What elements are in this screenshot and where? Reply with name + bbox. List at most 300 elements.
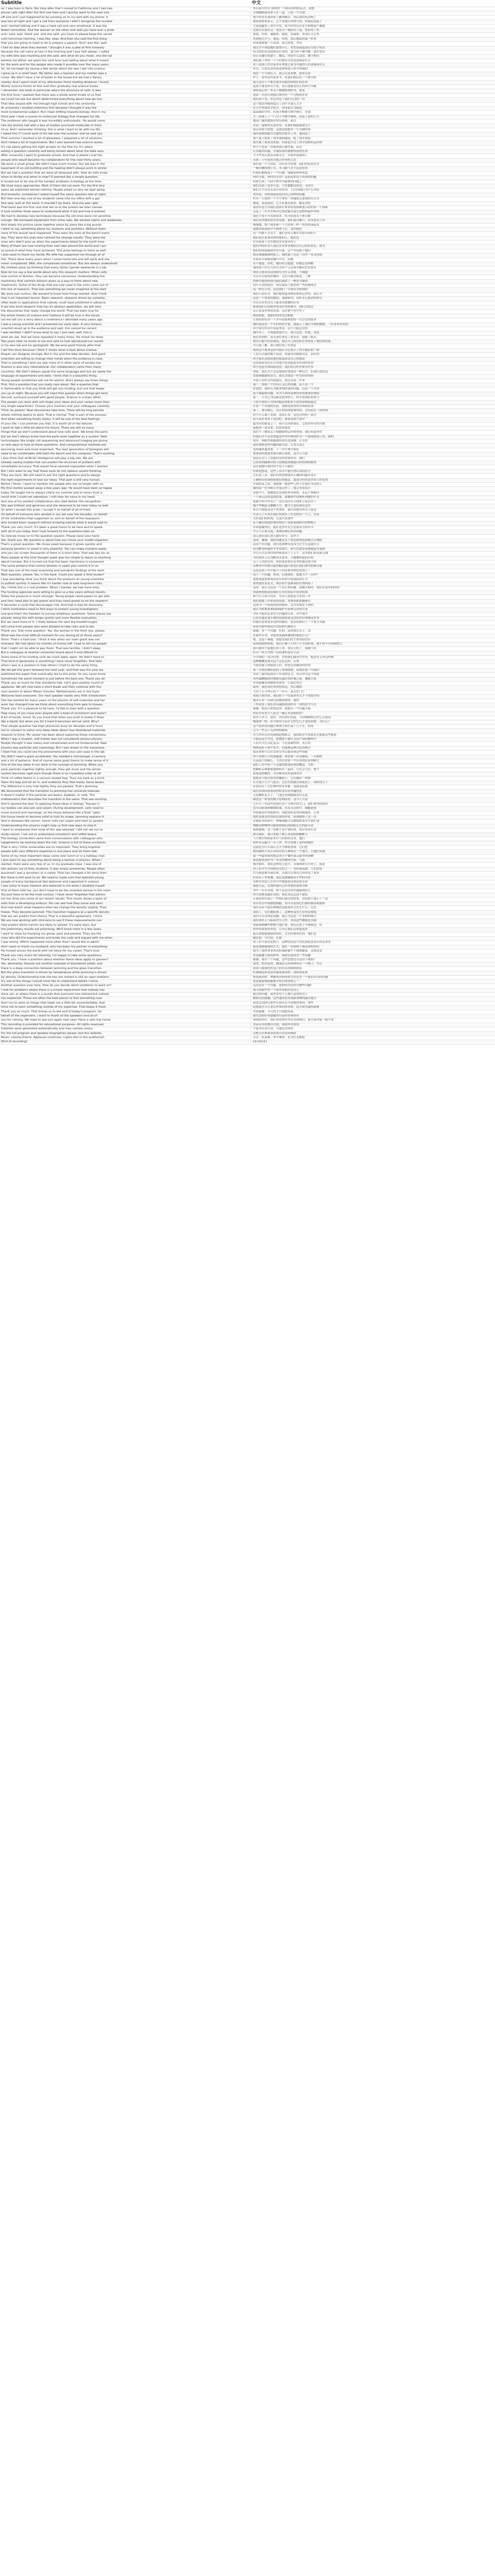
subtitle-english: For the full program and speaker biographies please visit the website. [0, 1032, 251, 1036]
subtitle-row [0, 266, 495, 270]
subtitle-chinese: 如今压力要大得多。年轻人需要论文来找工作 [253, 595, 311, 599]
subtitle-chinese: 我们现在正与临床医生合作，看看这些测量是否能 [253, 919, 317, 923]
column-headers [0, 0, 495, 6]
subtitle-row [0, 465, 495, 469]
subtitle-row [0, 954, 495, 958]
subtitle-english: I remember one book in particular about the structure of cells. It was [0, 89, 251, 93]
subtitle-row [0, 163, 495, 167]
subtitle-chinese: 与你共事的人对你的想法和职业生涯的影响将超过 [253, 400, 317, 404]
subtitle-english: of the institutions that supported us, and on behalf of the taxpayers [0, 517, 251, 521]
subtitle-chinese: 当我有能力帮助别人时，我也尝试做同样的事 [253, 664, 311, 668]
subtitle-row [0, 344, 495, 348]
subtitle-chinese: 与生物学的联系来自与同事的交谈，他们 [253, 837, 305, 840]
subtitle-chinese: 关于人类的东西。但结果证明其基本机制是保守的 [253, 561, 317, 564]
subtitle-row [0, 375, 495, 379]
subtitle-row [0, 872, 495, 876]
subtitle-chinese: 年轻人有时会问我建议，我总是说三件事 [253, 379, 305, 382]
subtitle-row [0, 604, 495, 608]
subtitle-english: After university I went to graduate school. And that is where I met the [0, 154, 251, 158]
subtitle-english: Young people sometimes ask me for advice. And I always say three things. [0, 379, 251, 383]
subtitle-row [0, 941, 495, 945]
subtitle-chinese: 但我们都痴迷于一个问题：细胞是如何知道 [253, 171, 308, 175]
subtitle-english: They are tools. We still need to ask the right questions and to design [0, 474, 251, 478]
subtitle-english: our bodies can also jam and unjam. During development, cells need to [0, 807, 251, 810]
subtitle-english: that you are going to need to do is prepare a speech. And I was like, wait. [0, 42, 251, 45]
subtitle-chinese: 区别仅在于它们堆积得有多紧。这就是阻塞 [253, 785, 308, 789]
subtitle-row [0, 924, 495, 928]
subtitle-english: We were a small group. We didn't have much money. Our lab was in the [0, 163, 251, 166]
subtitle-english: that I might not be able to pay them. That was terrible. I didn't sleep. [0, 647, 251, 651]
subtitle-english: Two years later he wrote to me and said he had reproduced our results [0, 340, 251, 344]
subtitle-english: and they need jobs to get grants and they need grants to do the research. [0, 600, 251, 603]
subtitle-row [0, 280, 495, 284]
subtitle-chinese: 护士。家里没有很多书，但我们附近有一个图书馆 [253, 76, 317, 80]
subtitle-row [0, 673, 495, 677]
subtitle-chinese: 在那些年里，对您来说最困难的时刻是什么？ [253, 634, 311, 637]
subtitle-chinese: 它与一些关于无序材料如何 [253, 729, 288, 733]
subtitle-row [0, 1002, 495, 1006]
subtitle-english: Yes, absolutely. Glasses are another example of disordered solids, and [0, 962, 251, 966]
subtitle-chinese: 代表几十年来在我们实验室工作过的每一个人，代表 [253, 513, 320, 516]
subtitle-row [0, 811, 495, 816]
subtitle-english: But there is still work to do. We need to make sure that talented young [0, 876, 251, 880]
subtitle-chinese: 时髦的、或你认为能拿到经费的问题，而是一个让你 [253, 387, 320, 391]
subtitle-chinese: 这个简单的问题让物理学家忙碌了几十年，结果 [253, 724, 314, 728]
subtitle-row [0, 275, 495, 279]
subtitle-english: and give them the freedom to pursue ambitious questions. Some places are [0, 613, 251, 616]
subtitle-english: So when I accept this prize, I accept it on behalf of all of them. [0, 509, 251, 512]
subtitle-english: was two of night and I got a call from someone I didn't recognize the number [0, 20, 251, 24]
subtitle-row [0, 600, 495, 604]
subtitle-row [0, 621, 495, 625]
subtitle-chinese: 到场的各位。我们希望明年再次见到你们。祝大家回家一路平安 [253, 1019, 334, 1022]
subtitle-english: And slowly the picture came together piece by piece like a big puzzle. [0, 224, 251, 227]
subtitle-english: Many of them are now running their own labs around the world and I am [0, 245, 251, 248]
subtitle-english: Before I finish, I want to mention the people who are no longer with us. [0, 483, 251, 486]
subtitle-english: My first mentor passed away a few years ago. He would have been so happy [0, 487, 251, 490]
subtitle-row [0, 582, 495, 586]
subtitle-chinese: 最后我想感谢我的团队，过去的和现在的。他们是 [253, 932, 317, 936]
subtitle-chinese: 把颗粒足够紧密地堆积在一起时，它们会卡住，整个 [253, 768, 320, 771]
subtitle-chinese: 我想强调，这一切都不是计划好的。我并没有打算 [253, 828, 317, 832]
subtitle-row [0, 699, 495, 703]
subtitle-chinese: 已经看到能够以惊人的精度预测蛋白质结构的模型 [253, 461, 317, 465]
subtitle-row [0, 33, 495, 37]
subtitle-chinese: 我当时是在我的床上跳来跳去，然后我的电话响了 [253, 15, 317, 19]
subtitle-chinese: 我认为机构需要找到保护年轻研究者的方法 [253, 608, 308, 612]
subtitle-row [0, 1027, 495, 1031]
subtitle-chinese: 未来三十年将成为我合作者的人们 [253, 158, 296, 162]
subtitle-chinese: 我还要感谢我的丈夫，他在一切事情上都是我的伴侣 [253, 945, 320, 948]
subtitle-row [0, 919, 495, 923]
subtitle-row [0, 785, 495, 789]
subtitle-chinese: 大学毕业后我去读研究生，在那里我遇到了 [253, 154, 308, 158]
subtitle-chinese: 解释过的谜题。这些通常是发现新事物的最佳地方 [253, 997, 317, 1001]
subtitle-chinese: 分享他的一部分经费，直到我们能再次申请。他没有义务这样做 [253, 655, 334, 659]
subtitle-english: done yet, or where there is a puzzle that everyone has noticed but nobody [0, 993, 251, 996]
subtitle-english: work has changed how we think about everything from gels to tissues. [0, 703, 251, 707]
subtitle-row [0, 543, 495, 547]
subtitle-english: years we published almost nothing. People asked us why we kept going. [0, 189, 251, 192]
subtitle-english: study cancer. I set out to understand cornstarch and coffee beans. [0, 833, 251, 837]
subtitle-chinese: 完整节目和演讲者简介请访问网站 [253, 1031, 296, 1035]
subtitle-row [0, 483, 495, 487]
subtitle-chinese: 那个夏天我洗了很多玻璃器皿，配了很多溶液 [253, 137, 311, 140]
subtitle-chinese: 大约十五分钟后的下一环节。茶点在门厅 [253, 690, 305, 693]
subtitle-english: move around and rearrange, so the tissue behaves like a fluid. Later, [0, 811, 251, 815]
subtitle-row [0, 111, 495, 115]
subtitle-row [0, 993, 495, 997]
subtitle-chinese: 我完全不知道他们想要什么。老实说我起初以为是个玩笑 [253, 46, 325, 49]
subtitle-chinese: 教这门课的教授非常有热情，他会 [253, 120, 296, 123]
subtitle-row [0, 535, 495, 539]
subtitle-row [0, 193, 495, 197]
subtitle-chinese: 我吓坏了，不知道该说什么。我只是说，好吧，这是 [253, 331, 320, 335]
subtitle-row [0, 98, 495, 102]
subtitle-row [0, 94, 495, 98]
subtitle-english: you up at night. Because you will need that passion when things get hard. [0, 392, 251, 396]
subtitle-row [0, 634, 495, 638]
subtitle-chinese: 这是一个重要的教训。基础研究，由好奇心驱动的研究 [253, 297, 322, 300]
subtitle-chinese: 变得越来越重要。下一代生物学家将 [253, 448, 300, 451]
subtitle-row [0, 141, 495, 145]
subtitle-english: Another question over here. How do you decide which problems to work on? [0, 984, 251, 988]
subtitle-chinese: 它打开了将这些思想应用于生物学的大门。我们体内的组织 [253, 802, 328, 806]
subtitle-chinese: 这是我希望在社会其他方面也能更多看到的东西 [253, 362, 314, 365]
subtitle-row [0, 414, 495, 418]
subtitle-row [0, 55, 495, 59]
subtitle-row [0, 876, 495, 880]
subtitle-english: and a lot of patience. And of course some good theory to make sense of it. [0, 759, 251, 763]
subtitle-row [0, 210, 495, 214]
subtitle-english: Thank you so much for that wonderful talk. Let's give another round of [0, 682, 251, 685]
subtitle-row [0, 613, 495, 617]
subtitle-english: this line of research. That was something we never imagined at the start. [0, 288, 251, 292]
subtitle-chinese: 我大部分下午都在那里读我找到的任何东西 [253, 80, 308, 84]
subtitle-row [0, 1036, 495, 1040]
subtitle-english: for the work and for the people who made it possible over the many years. [0, 63, 251, 67]
subtitle-row [0, 401, 495, 405]
subtitle-english: started, there were very few of us. In my graduate class, I was one of [0, 863, 251, 867]
subtitle-english: I think institutions need to find ways to protect young investigators [0, 608, 251, 612]
subtitle-chinese: 在大学里我先学化学，因为我认为那是 [253, 106, 302, 110]
subtitle-english: That summer I washed a lot of glassware. I prepared a lot of solutions. [0, 137, 251, 141]
subtitle-row [0, 751, 495, 755]
subtitle-row [0, 293, 495, 297]
subtitle-english: Thank you so much. That brings us to the end of today's program. On [0, 1010, 251, 1014]
subtitle-row [0, 677, 495, 682]
subtitle-chinese: 我的孩子们长大时以为每个父亲周末都待在实验室 [253, 266, 317, 270]
subtitle-row [0, 902, 495, 906]
subtitle-row [0, 479, 495, 483]
subtitle-row [0, 124, 495, 128]
subtitle-row [0, 863, 495, 867]
subtitle-row [0, 1010, 495, 1014]
subtitle-english: into the lecture hall with a box of models and build molecules in front [0, 124, 251, 128]
subtitle-chinese: 那么现在我们进入提问环节，请举手 [253, 534, 300, 538]
subtitle-english: Music: closing theme. Applause continues. Lights dim in the auditorium. [0, 1036, 251, 1040]
subtitle-row [0, 25, 495, 29]
subtitle-chinese: 各种背景的人在科学中都感到受欢迎和支持 [253, 880, 308, 884]
subtitle-english: Third, be patient. Real discoveries take time. There will be long periods [0, 409, 251, 413]
subtitle-chinese: 这个想法伴随我度过了高中并进入大学 [253, 102, 302, 106]
subtitle-row [0, 288, 495, 292]
subtitle-chinese: 我想谈一谈未来。仍然有很多 [253, 426, 291, 430]
subtitle-english: who funded basic research without knowing exactly what it would lead to. [0, 521, 251, 525]
subtitle-english: out to connect to some very deep ideas about how disordered materials [0, 729, 251, 733]
subtitle-english: We were just curious. We wanted to know how things worked. And I think [0, 293, 251, 296]
subtitle-english: And it opened the door to applying these ideas in biology. Tissues in [0, 803, 251, 806]
subtitle-english: with all of you today. And I look forward to the questions later on. [0, 530, 251, 534]
subtitle-english: Sometimes the worst moment is just before the best one. Thank you all. [0, 677, 251, 681]
subtitle-chinese: 这就是为什么我认为大学如此重要。它们把 [253, 845, 308, 849]
subtitle-english: I also want to thank my family. My wife has supported me through all of [0, 253, 251, 257]
subtitle-english: result that I could not reproduce. I still hear his voice in my head. [0, 496, 251, 499]
subtitle-row [0, 128, 495, 132]
subtitle-chinese: 但我们需要更多这样的做法。我真的相信下一个重大突破 [253, 621, 325, 624]
subtitle-row [0, 383, 495, 387]
subtitle-chinese: 才刚刚跟我未来人在一起，只是一个开放 [253, 11, 305, 15]
subtitle-chinese: 让我给你们讲一个多年前我参加的一次会议的故事 [253, 318, 317, 322]
subtitle-row [0, 1014, 495, 1019]
subtitle-chinese: 我失败了很多次实验，但我也学会了科学是如何运作的 [253, 141, 322, 145]
subtitle-row [0, 219, 495, 223]
subtitle-chinese: 他们的成就感到非常自豪。这个奖也属于他们 [253, 249, 311, 252]
subtitle-english: next session in about fifteen minutes. Refreshments are in the foyer. [0, 690, 251, 694]
subtitle-row [0, 664, 495, 668]
subtitle-english: That band was the first clue that led us to the protein we later named. [0, 206, 251, 210]
subtitle-english: machinery that controls division gives us a way to think about new [0, 280, 251, 283]
subtitle-chinese: 我记得我当时想，这就是我想用一生去做的事 [253, 128, 311, 131]
subtitle-english: I tell this story because I think it shows what is best about science. [0, 349, 251, 352]
subtitle-english: My children grew up thinking that every father spends weekends in a lab. [0, 266, 251, 270]
subtitle-chinese: 一个我无法重复的结果。我脑海中仍能听到他的声音 [253, 496, 320, 499]
subtitle-chinese: 一栋旧楼的地下室，冬天暖气并不总是有用 [253, 167, 308, 171]
subtitle-row [0, 846, 495, 850]
subtitle-row [0, 521, 495, 526]
subtitle-english: and you can screen thousands of them in a short time. That was key for us. [0, 552, 251, 555]
subtitle-chinese: 最美好的感受之一。我可以向你保证，它值得所有的失败 [253, 422, 325, 426]
subtitle-english: of us. And I remember thinking, this is what I want to do with my life. [0, 128, 251, 132]
subtitle-row [0, 694, 495, 699]
subtitle-english: this. There were many years when I came home late and left early and she [0, 258, 251, 262]
subtitle-row [0, 509, 495, 513]
subtitle-chinese: 所以当我接受这个奖项时，我代表他们所有人接受 [253, 509, 317, 512]
subtitle-chinese: 这一切都不会发生。他们是每天都在实验台前的人 [253, 232, 317, 235]
subtitle-english: when I was in a position to help others I tried to do the same thing. [0, 664, 251, 668]
subtitle-chinese: 这是我退休前最想弄明白的事情之一 [253, 979, 300, 983]
subtitle-english: The difference is only how tightly they are packed. That's jamming. [0, 785, 251, 789]
subtitle-chinese: 冻结了，它们被阻塞了。这种转变发生在特定密度 [253, 910, 317, 914]
subtitle-chinese: 正确的实验来检验我们的想法。那部分仍然是非常人性化的 [253, 478, 328, 482]
subtitle-row [0, 885, 495, 889]
subtitle-row [0, 172, 495, 176]
subtitle-english: any single experiment. Choose your mentors and your colleagues carefully. [0, 405, 251, 409]
subtitle-chinese: 因为电话是凌晨两点打来的，我当时半睡半醒。我打电话 [253, 50, 325, 54]
subtitle-chinese: 物理是粒子和宇宙学。但我被这种杂乱所吸引 [253, 746, 311, 750]
subtitle-english: So, let me begin by saying a few words about the way I got into science. [0, 67, 251, 71]
subtitle-english: Thank you very much for listening. I'm happy to take some questions. [0, 954, 251, 958]
subtitle-chinese: 那条带是引导我们找到后来命名的那种蛋白质的第一个线索 [253, 206, 328, 209]
subtitle-row [0, 807, 495, 811]
subtitle-chinese: 字幕为自动生成，可能包含错误 [253, 1027, 293, 1031]
subtitle-row [0, 405, 495, 409]
subtitle-chinese: 我们可以从理论预测。我认为这是一个美妙的吻合 [253, 915, 317, 919]
subtitle-english: That's a great question. We chose yeast because it grows quickly and [0, 543, 251, 547]
subtitle-english: mathematics that describes the transition is the same. That was exciting. [0, 798, 251, 802]
subtitle-english: That idea stayed with me through high school and into university. [0, 103, 251, 106]
subtitle-chinese: 这是这项工作中最令人惊讶和美妙的发现之一 [253, 569, 311, 572]
subtitle-chinese: 我们几乎没有发表任何东西。人们问我们为什么坚持 [253, 189, 320, 192]
subtitle-chinese: 我寻找那些有一个简单实验但还没人 [253, 988, 300, 992]
subtitle-english: people who would become my collaborators for the next thirty years. [0, 159, 251, 162]
subtitle-chinese: 这成为一个阻碍冒险的循环，这对发现是不利的 [253, 603, 314, 607]
subtitle-row [0, 150, 495, 154]
subtitle-chinese: 今天与大家交流，我期待稍后回答问题 [253, 530, 302, 534]
subtitle-chinese: 起初主要是科幻小说，然后逐渐是真正的科学书籍 [253, 85, 317, 89]
subtitle-row [0, 115, 495, 120]
subtitle-chinese: 我喜欢你可以在实验室里亲眼看到这些现象 [253, 751, 308, 754]
subtitle-chinese: 又花了三年才弄明白它的功能以及它是如何起作用的 [253, 210, 320, 214]
subtitle-english: Thank you. I have a question about whether these ideas apply to glasses? [0, 958, 251, 962]
subtitle-chinese: 我讲这个故事是因为我认为它展示了科学最好的一面 [253, 348, 320, 352]
subtitle-chinese: 你不需要巨大的加速器。你需要一台显微镜、一台相机 [253, 755, 322, 758]
subtitle-row [0, 448, 495, 452]
subtitle-english: You didn't need a giant accelerator. You needed a microscope, a camera, [0, 755, 251, 759]
subtitle-row [0, 16, 495, 20]
subtitle-row [0, 500, 495, 504]
subtitle-chinese: 恰好在走廊另一头工作。科学充满了这样的偶然 [253, 841, 314, 845]
subtitle-chinese: 但仍有工作要做。我们需要确保有才华的年轻 [253, 876, 311, 879]
subtitle-chinese: 对于这项工作以及多年来使之成为可能的人们意味着什么 [253, 63, 325, 67]
subtitle-english: the right experiments to test our ideas. That part is still very human. [0, 479, 251, 482]
subtitle-row [0, 617, 495, 621]
subtitle-english: nurse. We didn't have a lot of books in the house but we had a library [0, 76, 251, 80]
subtitle-row [0, 777, 495, 781]
subtitle-chinese: 她多年来一直研究软物质物理，她的 [253, 699, 300, 702]
subtitle-row [0, 258, 495, 262]
subtitle-chinese: 带着一盒模型走进讲堂，在我们面前搭建分子 [253, 124, 311, 127]
subtitle-row [0, 712, 495, 716]
subtitle-row [0, 1019, 495, 1023]
subtitle-chinese: 来自发育中胚胎的细胞。你可以看到它们如何移动和旋转 [253, 902, 325, 905]
subtitle-chinese: 科学不是第一次就得到正确答案，而是 [253, 145, 302, 149]
subtitle-chinese: 这边还有一个问题。您如何决定研究哪些问题？ [253, 984, 314, 988]
subtitle-chinese: 所以，让我先谈谈我是如何进入科学领域的 [253, 67, 308, 71]
subtitle-row [0, 38, 495, 42]
subtitle-row [0, 897, 495, 902]
subtitle-row [0, 880, 495, 885]
subtitle-chinese: 并且道了歉。此后我们成了好朋友 [253, 344, 296, 348]
subtitle-chinese: 第一，找到一个你真正关心的问题，而不是一个 [253, 383, 314, 386]
subtitle-chinese: 研究癌症。我只是想了解玉米淀粉和咖啡豆 [253, 833, 308, 836]
subtitle-english: One of them told me, you don't have to be the smartest person in the room. [0, 889, 251, 893]
subtitle-row [0, 232, 495, 236]
subtitle-english: cells from a developing embryo. You can see how they move and swirl. [0, 902, 251, 906]
subtitle-english: by density. Understanding how the two are related is still an open problem. [0, 976, 251, 979]
subtitle-chinese: 他们是注意到奇怪结果的人，他们是 [253, 236, 300, 240]
subtitle-chinese: 拥有截然不同专业知识的人聚集在一个地方，让他们交流 [253, 850, 325, 854]
subtitle-row [0, 189, 495, 193]
subtitle-chinese: 组织需要变得坚固以保持形状。阻塞解释了这一点 [253, 816, 317, 819]
subtitle-row [0, 1023, 495, 1027]
subtitle-english: I also want to say something about being a woman in physics. When I [0, 859, 251, 862]
subtitle-chinese: 非常感谢。今天的节目到此结束。 [253, 1010, 296, 1013]
subtitle-english: nearby. And I spent most of my afternoons there reading whatever I found. [0, 81, 251, 84]
subtitle-row [0, 310, 495, 314]
subtitle-english: At university I studied chemistry first because I thought it was the [0, 107, 251, 110]
subtitle-row [0, 327, 495, 331]
subtitle-chinese: 以及很大的耐心。当然还需要一些好的理论来理解它 [253, 759, 320, 762]
subtitle-row [0, 452, 495, 456]
subtitle-row [0, 841, 495, 845]
subtitle-row [0, 933, 495, 937]
subtitle-chinese: 我代表组织者感谢所有演讲者和所有 [253, 1014, 300, 1018]
subtitle-english: I look for problems where there is a simple experiment that nobody has [0, 989, 251, 992]
subtitle-english: Understanding this physics might help us find new ways to stop it. [0, 824, 251, 828]
subtitle-row [0, 444, 495, 448]
subtitle-english: Nobel committee. And the woman on the other end said you have won a prize [0, 29, 251, 32]
subtitle-row [0, 379, 495, 383]
subtitle-row [0, 725, 495, 729]
subtitle-chinese: 他们需要工作来获得资助，需要资助来做研究 [253, 599, 311, 603]
subtitle-chinese: 你只需要是最好奇的。我从未忘记这个建议 [253, 893, 308, 897]
subtitle-row [0, 323, 495, 327]
subtitle-row [0, 820, 495, 824]
subtitle-english: Thank you. It's a pleasure to be here. I'd like to start with a question. [0, 707, 251, 711]
subtitle-chinese: 我们接下来的一个小时都在讨论这意味着什么 [253, 59, 311, 62]
subtitle-row [0, 647, 495, 651]
subtitle-english: But the glass transition is driven by temperature while jamming is driven [0, 971, 251, 975]
subtitle-chinese: 但另一所大学的一位同事听说后主动 [253, 651, 300, 655]
subtitle-row [0, 984, 495, 988]
subtitle-english: Yes, thank you. My question is about how you chose your model organism. [0, 539, 251, 543]
subtitle-row [0, 868, 495, 872]
subtitle-english: Science is also very international. Our collaborators came from many [0, 366, 251, 369]
subtitle-row [0, 262, 495, 266]
subtitle-english: I had no idea what they wanted. I thought it was a joke at first honestly [0, 46, 251, 50]
subtitle-row [0, 409, 495, 413]
subtitle-row [0, 794, 495, 798]
subtitle-english: happened to be working down the hall. Science is full of these accidents. [0, 841, 251, 845]
subtitle-chinese: 我们从其他实验室借设备，我们夜以继日、周末也在工作 [253, 219, 325, 223]
subtitle-chinese: 我们工作中的一个关键思想是阻塞的概念。当你 [253, 764, 314, 767]
subtitle-chinese: 科学家在证据清楚时愿意改变自己的想法 [253, 357, 305, 361]
subtitle-chinese: 老实说，有时深夜我也问自己同样的问题 [253, 193, 305, 196]
subtitle-english: because the call came at two in the morning and I was half asleep. I called [0, 50, 251, 54]
subtitle-row [0, 759, 495, 764]
subtitle-row [0, 556, 495, 561]
subtitle-chinese: 我们看到的，而且我们重复了很多次。他摇了摇头 [253, 335, 317, 339]
subtitle-english: people of every background feel welcome and supported in science. [0, 880, 251, 884]
subtitle-row [0, 496, 495, 500]
subtitle-english: The same proteins that control division in yeast also control it in us. [0, 565, 251, 568]
subtitle-english: And now watch what happens when we change the density slightly. They [0, 906, 251, 910]
subtitle-row [0, 103, 495, 107]
subtitle-chinese: 工作改变了我们对从凝胶到组织等一切的思考方式 [253, 703, 317, 706]
subtitle-english: Next question, please. Yes, in the back. Could you speak a little louder? [0, 573, 251, 577]
subtitle-chinese: 是诺贝尔委员会。电话另一端的女士说，你获得了奖 [253, 28, 320, 32]
subtitle-row [0, 682, 495, 686]
subtitle-row [0, 306, 495, 310]
subtitle-english: system becomes rigid even though there is no crystalline order at all. [0, 772, 251, 776]
subtitle-english: It took another three years to understand what it did and how it worked. [0, 210, 251, 214]
subtitle-chinese: 帮助预测哪些肿瘤可能扩散。现在还处于早期阶段，但 [253, 923, 322, 927]
subtitle-chinese: 音乐：结束曲。掌声继续。礼堂灯光渐暗 [253, 1036, 305, 1039]
subtitle-row [0, 50, 495, 55]
subtitle-chinese: 给正在旅行的妻子，她说，你是什么意思，她不相信 [253, 55, 320, 58]
subtitle-row [0, 625, 495, 630]
